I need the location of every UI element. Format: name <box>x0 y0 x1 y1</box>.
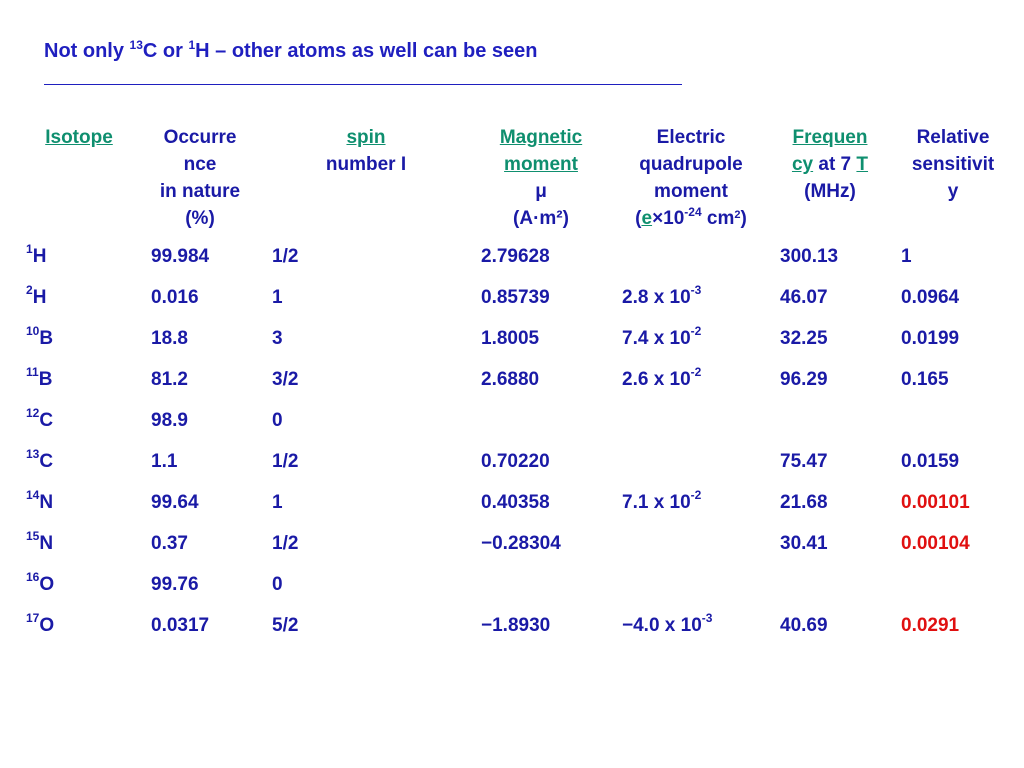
unit-exponent: 2 <box>734 209 741 221</box>
header-magnetic-moment <box>482 124 600 232</box>
element-symbol: N <box>39 492 54 513</box>
mass-number: 15 <box>26 529 40 543</box>
spin-cell: 1 <box>272 492 283 513</box>
quadrupole-exponent: -3 <box>701 611 713 625</box>
unit-text: ×10 <box>652 208 685 229</box>
header-frequency <box>780 124 880 205</box>
frequency-cell: 21.68 <box>780 492 828 513</box>
spin-cell: 3 <box>272 328 283 349</box>
spin-cell: 5/2 <box>272 615 299 636</box>
header-line: μ <box>535 181 547 202</box>
occurrence-cell: 81.2 <box>151 369 188 390</box>
quadrupole-exponent: -3 <box>690 283 702 297</box>
quadrupole-base: −4.0 x 10 <box>622 615 702 636</box>
header-line: (%) <box>185 208 215 229</box>
quadrupole-cell <box>622 611 713 637</box>
magnetic-moment-cell: 2.6880 <box>481 369 540 390</box>
mass-number: 2 <box>26 283 33 297</box>
header-isotope <box>34 124 124 151</box>
header-spin <box>300 124 432 178</box>
spin-link[interactable]: spin <box>346 127 386 148</box>
quadrupole-base: 7.1 x 10 <box>622 492 691 513</box>
element-symbol: B <box>38 369 53 390</box>
quadrupole-cell <box>622 324 702 350</box>
mass-number: 17 <box>26 611 40 625</box>
mass-number: 1 <box>26 242 33 256</box>
sensitivity-cell: 0.0159 <box>901 451 960 472</box>
e-link[interactable]: e <box>641 208 653 229</box>
occurrence-cell: 99.984 <box>151 246 210 267</box>
frequency-cell: 300.13 <box>780 246 839 267</box>
occurrence-cell: 0.016 <box>151 287 199 308</box>
frequency-cell: 46.07 <box>780 287 828 308</box>
magnetic-moment-cell: 0.40358 <box>481 492 550 513</box>
header-electric-quadrupole <box>616 124 766 235</box>
title-superscript: 1 <box>188 38 196 52</box>
header-line: moment <box>654 181 728 202</box>
header-line: in nature <box>159 181 241 202</box>
header-occurrence <box>145 124 255 232</box>
frequency-cell: 96.29 <box>780 369 828 390</box>
title-text: Not only <box>44 40 130 62</box>
isotope-cell <box>26 242 47 268</box>
quadrupole-exponent: -2 <box>690 365 702 379</box>
header-line: quadrupole <box>639 154 743 175</box>
quadrupole-base: 2.6 x 10 <box>622 369 691 390</box>
isotope-cell <box>26 611 55 637</box>
frequency-cell: 32.25 <box>780 328 828 349</box>
paren: ( <box>635 208 642 229</box>
element-symbol: H <box>32 246 47 267</box>
element-symbol: C <box>39 451 54 472</box>
header-line: nce <box>183 154 217 175</box>
mass-number: 16 <box>26 570 40 584</box>
sensitivity-cell: 0.0964 <box>901 287 960 308</box>
spin-cell: 1 <box>272 287 283 308</box>
occurrence-cell: 18.8 <box>151 328 188 349</box>
sensitivity-cell: 0.0291 <box>901 615 960 636</box>
isotope-link[interactable]: Isotope <box>45 127 113 148</box>
header-line: Electric <box>656 127 726 148</box>
isotope-cell <box>26 529 54 555</box>
sensitivity-cell: 0.0199 <box>901 328 960 349</box>
header-relative-sensitivity <box>898 124 1008 205</box>
isotope-cell <box>26 488 54 514</box>
occurrence-cell: 0.37 <box>151 533 188 554</box>
header-unit-line <box>616 205 766 235</box>
sensitivity-cell: 0.00104 <box>901 533 970 554</box>
title-underline <box>44 84 682 85</box>
occurrence-cell: 99.64 <box>151 492 199 513</box>
isotope-cell <box>26 406 54 432</box>
spin-cell: 1/2 <box>272 451 299 472</box>
spin-cell: 1/2 <box>272 533 299 554</box>
element-symbol: C <box>39 410 54 431</box>
frequency-cell: 30.41 <box>780 533 828 554</box>
unit-text: cm <box>701 208 735 229</box>
isotope-cell <box>26 365 53 391</box>
magnetic-moment-cell: 0.70220 <box>481 451 550 472</box>
frequency-link[interactable]: Frequen <box>792 127 868 148</box>
spin-cell: 0 <box>272 410 283 431</box>
isotope-cell <box>26 283 47 309</box>
mass-number: 14 <box>26 488 40 502</box>
element-symbol: O <box>39 615 55 636</box>
header-line: (MHz) <box>804 181 856 202</box>
header-line: y <box>947 181 959 202</box>
moment-link[interactable]: moment <box>504 154 578 175</box>
sensitivity-cell: 0.00101 <box>901 492 970 513</box>
header-line: Occurre <box>163 127 237 148</box>
title-text: H – other atoms as well can be seen <box>195 40 538 62</box>
page-title <box>44 40 538 63</box>
frequency-cell: 75.47 <box>780 451 828 472</box>
magnetic-link[interactable]: Magnetic <box>499 127 583 148</box>
title-text: C or <box>142 40 189 62</box>
occurrence-cell: 0.0317 <box>151 615 210 636</box>
unit-exponent: -24 <box>684 205 702 219</box>
sensitivity-cell: 1 <box>901 246 912 267</box>
magnetic-moment-cell: −1.8930 <box>481 615 551 636</box>
occurrence-cell: 1.1 <box>151 451 178 472</box>
magnetic-moment-cell: 2.79628 <box>481 246 550 267</box>
magnetic-moment-cell: −0.28304 <box>481 533 561 554</box>
isotope-cell <box>26 324 54 350</box>
sensitivity-cell: 0.165 <box>901 369 949 390</box>
spin-cell: 0 <box>272 574 283 595</box>
frequency-cell: 40.69 <box>780 615 828 636</box>
mass-number: 13 <box>26 447 40 461</box>
magnetic-moment-cell: 0.85739 <box>481 287 550 308</box>
element-symbol: O <box>39 574 55 595</box>
element-symbol: B <box>39 328 54 349</box>
header-line: number I <box>325 154 407 175</box>
mass-number: 10 <box>26 324 40 338</box>
quadrupole-base: 2.8 x 10 <box>622 287 691 308</box>
header-line: Relative <box>916 127 990 148</box>
element-symbol: H <box>32 287 47 308</box>
header-line: sensitivit <box>911 154 995 175</box>
quadrupole-cell <box>622 365 702 391</box>
header-line: (A·m²) <box>513 208 569 229</box>
frequency-link-cont[interactable]: cy <box>791 154 814 175</box>
quadrupole-exponent: -2 <box>690 324 702 338</box>
occurrence-cell: 98.9 <box>151 410 188 431</box>
occurrence-cell: 99.76 <box>151 574 199 595</box>
header-text: at 7 <box>813 154 857 175</box>
quadrupole-base: 7.4 x 10 <box>622 328 691 349</box>
element-symbol: N <box>39 533 54 554</box>
mass-number: 12 <box>26 406 40 420</box>
quadrupole-exponent: -2 <box>690 488 702 502</box>
spin-cell: 1/2 <box>272 246 299 267</box>
quadrupole-cell <box>622 283 702 309</box>
mass-number: 11 <box>26 365 39 379</box>
tesla-link[interactable]: T <box>856 154 869 175</box>
quadrupole-cell <box>622 488 702 514</box>
isotope-cell <box>26 447 54 473</box>
magnetic-moment-cell: 1.8005 <box>481 328 540 349</box>
isotope-cell <box>26 570 55 596</box>
paren: ) <box>740 208 747 229</box>
spin-cell: 3/2 <box>272 369 299 390</box>
title-superscript: 13 <box>129 38 143 52</box>
